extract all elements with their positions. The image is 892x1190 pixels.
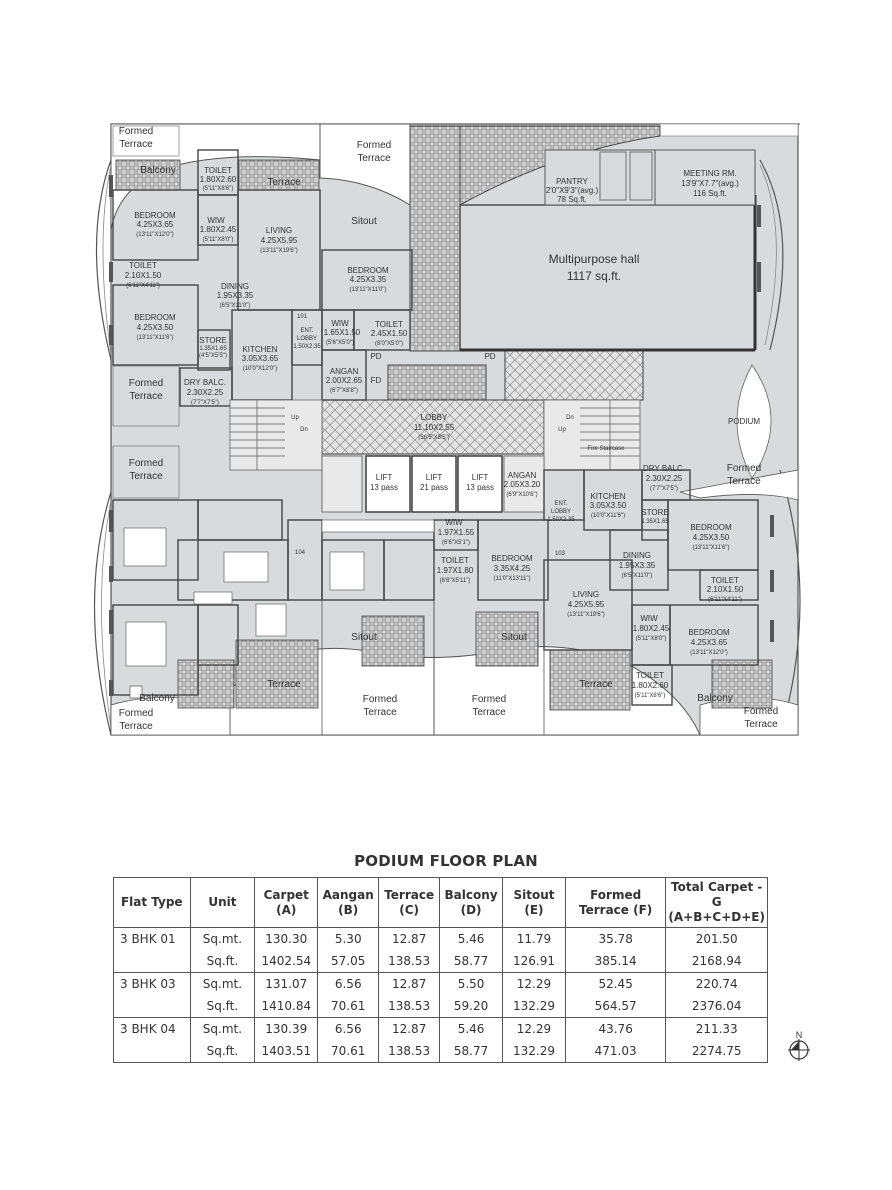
svg-text:1117 sq.ft.: 1117 sq.ft. <box>566 269 622 283</box>
svg-text:1.35X1.65: 1.35X1.65 <box>641 519 669 525</box>
col-total-carpet: Total Carpet - G (A+B+C+D+E) <box>666 878 768 928</box>
svg-text:21 pass: 21 pass <box>419 483 449 492</box>
svg-text:KITCHEN: KITCHEN <box>590 492 626 501</box>
svg-text:PANTRY: PANTRY <box>556 177 588 186</box>
svg-text:BEDROOM: BEDROOM <box>347 266 389 275</box>
svg-text:1.35X1.65: 1.35X1.65 <box>199 346 227 352</box>
svg-text:(13'11"X19'6"): (13'11"X19'6") <box>567 612 605 618</box>
table-header-row <box>114 878 768 928</box>
svg-text:11.10X2.55: 11.10X2.55 <box>413 423 455 432</box>
svg-text:BEDROOM: BEDROOM <box>690 523 732 532</box>
svg-text:4.25X5.95: 4.25X5.95 <box>260 236 298 245</box>
table-cell-a: 131.07 <box>255 973 318 996</box>
svg-text:Sitout: Sitout <box>351 632 377 643</box>
svg-text:3.05X3.50: 3.05X3.50 <box>589 501 627 510</box>
table-cell-b: 70.61 <box>318 1040 379 1063</box>
svg-text:PD: PD <box>484 352 496 361</box>
svg-text:FD: FD <box>370 376 382 385</box>
table-cell-e: 11.79 <box>503 928 566 951</box>
svg-text:STORE: STORE <box>199 336 227 345</box>
svg-text:Terrace: Terrace <box>363 707 397 718</box>
table-cell-unit: Sq.ft. <box>190 950 255 973</box>
svg-text:DRY BALC.: DRY BALC. <box>643 464 685 473</box>
table-row <box>114 1040 768 1063</box>
svg-text:(13'11"X11'0"): (13'11"X11'0") <box>349 287 387 293</box>
table-cell-g: 2274.75 <box>666 1040 768 1063</box>
svg-text:DINING: DINING <box>221 282 249 291</box>
label-sitout: Sitout <box>351 216 377 227</box>
svg-text:1.50X2.35: 1.50X2.35 <box>293 344 321 350</box>
table-cell-e: 132.29 <box>503 995 566 1018</box>
svg-text:(7'7"X7'5"): (7'7"X7'5") <box>191 400 219 406</box>
svg-text:13 pass: 13 pass <box>465 483 495 492</box>
table-row <box>114 928 768 951</box>
svg-text:13'9"X7.7"(avg.): 13'9"X7.7"(avg.) <box>681 179 739 188</box>
svg-text:BEDROOM: BEDROOM <box>688 628 730 637</box>
svg-text:Terrace: Terrace <box>129 391 163 402</box>
svg-text:2.10X1.50: 2.10X1.50 <box>706 585 744 594</box>
svg-text:Dn: Dn <box>300 427 308 433</box>
table-cell-flat <box>114 995 191 1018</box>
svg-text:1.95X3.35: 1.95X3.35 <box>618 561 656 570</box>
svg-text:KITCHEN: KITCHEN <box>242 345 278 354</box>
svg-text:1.97X1.80: 1.97X1.80 <box>436 566 474 575</box>
table-cell-f: 43.76 <box>565 1018 666 1041</box>
svg-text:4.25X3.65: 4.25X3.65 <box>136 220 174 229</box>
svg-text:3.05X3.65: 3.05X3.65 <box>241 354 279 363</box>
svg-text:(5'11"X8'6"): (5'11"X8'6") <box>202 186 234 192</box>
svg-text:LIFT: LIFT <box>425 473 443 482</box>
svg-text:(13'11"X12'0"): (13'11"X12'0") <box>136 232 174 238</box>
table-cell-g: 201.50 <box>666 928 768 951</box>
table-cell-d: 5.46 <box>440 1018 503 1041</box>
svg-text:WIW: WIW <box>640 614 658 623</box>
svg-text:(13'11"X11'6"): (13'11"X11'6") <box>692 545 730 551</box>
svg-text:2.10X1.50: 2.10X1.50 <box>124 271 162 280</box>
col-aangan: Aangan (B) <box>318 878 379 928</box>
svg-text:2'0"X9'3"(avg.): 2'0"X9'3"(avg.) <box>545 186 599 195</box>
svg-text:104: 104 <box>294 550 306 556</box>
svg-text:LOBBY: LOBBY <box>296 336 318 342</box>
table-cell-flat: 3 BHK 03 <box>114 973 191 996</box>
table-cell-b: 5.30 <box>318 928 379 951</box>
svg-text:PD: PD <box>370 352 382 361</box>
table-cell-c: 12.87 <box>379 1018 440 1041</box>
svg-text:Up: Up <box>558 427 566 433</box>
svg-text:LOBBY: LOBBY <box>420 413 448 422</box>
svg-text:LOBBY: LOBBY <box>550 509 572 515</box>
svg-text:Terrace: Terrace <box>727 476 761 487</box>
table-cell-a: 130.30 <box>255 928 318 951</box>
col-sitout: Sitout (E) <box>503 878 566 928</box>
svg-text:Terrace: Terrace <box>119 721 153 732</box>
col-formed-terrace: Formed Terrace (F) <box>565 878 666 928</box>
svg-text:78 Sq.ft.: 78 Sq.ft. <box>557 195 587 204</box>
svg-text:1.65X1.50: 1.65X1.50 <box>323 328 361 337</box>
table-cell-a: 1410.84 <box>255 995 318 1018</box>
svg-text:LIFT: LIFT <box>471 473 489 482</box>
svg-text:4.25X5.95: 4.25X5.95 <box>567 600 605 609</box>
svg-text:Terrace: Terrace <box>119 139 153 150</box>
table-cell-d: 5.50 <box>440 973 503 996</box>
svg-text:(10'0"X11'6"): (10'0"X11'6") <box>590 513 626 519</box>
svg-text:TOILET: TOILET <box>636 671 664 680</box>
table-cell-unit: Sq.ft. <box>190 995 255 1018</box>
svg-text:LIVING: LIVING <box>265 226 293 235</box>
svg-text:TOILET: TOILET <box>129 261 157 270</box>
svg-text:(6'6"X5'11"): (6'6"X5'11") <box>439 578 471 584</box>
table-cell-e: 12.29 <box>503 973 566 996</box>
label-multipurpose-hall: Multipurpose hall <box>548 252 640 266</box>
svg-text:116 Sq.ft.: 116 Sq.ft. <box>693 189 727 198</box>
table-cell-unit: Sq.ft. <box>190 1040 255 1063</box>
table-cell-b: 6.56 <box>318 973 379 996</box>
table-cell-flat: 3 BHK 04 <box>114 1018 191 1041</box>
svg-text:Terrace: Terrace <box>579 679 613 690</box>
svg-text:(10'0"X12'0"): (10'0"X12'0") <box>242 366 278 372</box>
svg-text:(6'9"X10'6"): (6'9"X10'6") <box>506 492 538 498</box>
table-cell-g: 220.74 <box>666 973 768 996</box>
svg-text:4.25X3.50: 4.25X3.50 <box>136 323 174 332</box>
svg-text:1.50X2.35: 1.50X2.35 <box>547 517 575 523</box>
table-row <box>114 995 768 1018</box>
svg-text:N: N <box>795 1030 803 1040</box>
svg-text:BEDROOM: BEDROOM <box>134 313 176 322</box>
svg-text:1.97X1.55: 1.97X1.55 <box>437 528 475 537</box>
table-row <box>114 950 768 973</box>
table-cell-flat <box>114 950 191 973</box>
table-cell-flat <box>114 1040 191 1063</box>
svg-text:(6'5"X11'0"): (6'5"X11'0") <box>219 303 251 309</box>
svg-text:13 pass: 13 pass <box>369 483 399 492</box>
svg-text:1.80X2.45: 1.80X2.45 <box>199 225 237 234</box>
col-balcony: Balcony (D) <box>440 878 503 928</box>
svg-text:Formed: Formed <box>362 694 398 705</box>
svg-text:Dn: Dn <box>566 415 574 421</box>
svg-text:3.35X4.25: 3.35X4.25 <box>493 564 531 573</box>
svg-text:PODIUM: PODIUM <box>728 417 760 426</box>
label-balcony: Balcony <box>140 165 176 176</box>
svg-text:(6'11"X4'11"): (6'11"X4'11") <box>126 283 160 289</box>
table-cell-a: 130.39 <box>255 1018 318 1041</box>
svg-text:Balcony: Balcony <box>697 693 733 704</box>
svg-text:(6'11"X4'11"): (6'11"X4'11") <box>708 597 742 603</box>
col-unit: Unit <box>190 878 255 928</box>
svg-text:Formed: Formed <box>118 708 154 719</box>
north-compass-icon <box>786 1030 814 1062</box>
label-formed-terrace: Formed <box>118 126 154 137</box>
table-cell-a: 1403.51 <box>255 1040 318 1063</box>
svg-text:(5'11"X8'6"): (5'11"X8'6") <box>634 693 666 699</box>
svg-text:4.25X3.65: 4.25X3.65 <box>690 638 728 647</box>
svg-text:2.45X1.50: 2.45X1.50 <box>370 329 408 338</box>
table-cell-e: 12.29 <box>503 1018 566 1041</box>
svg-text:Terrace: Terrace <box>744 719 778 730</box>
svg-text:TOILET: TOILET <box>441 556 469 565</box>
svg-text:BEDROOM: BEDROOM <box>134 211 176 220</box>
svg-text:(13'11"X19'6"): (13'11"X19'6") <box>260 248 298 254</box>
svg-text:1.80X2.60: 1.80X2.60 <box>631 681 669 690</box>
svg-text:(6'5"X11'0"): (6'5"X11'0") <box>621 573 653 579</box>
table-cell-d: 59.20 <box>440 995 503 1018</box>
svg-text:2.00X2.65: 2.00X2.65 <box>325 376 363 385</box>
svg-text:LIFT: LIFT <box>375 473 393 482</box>
table-cell-f: 35.78 <box>565 928 666 951</box>
table-cell-b: 57.05 <box>318 950 379 973</box>
svg-text:ENT.: ENT. <box>554 501 568 507</box>
table-cell-c: 138.53 <box>379 1040 440 1063</box>
table-cell-b: 6.56 <box>318 1018 379 1041</box>
table-cell-d: 58.77 <box>440 1040 503 1063</box>
svg-text:Terrace: Terrace <box>357 153 391 164</box>
table-cell-c: 138.53 <box>379 995 440 1018</box>
svg-text:(13'11"X11'6"): (13'11"X11'6") <box>136 335 174 341</box>
svg-text:Terrace: Terrace <box>267 679 301 690</box>
svg-text:Balcony: Balcony <box>139 693 175 704</box>
svg-text:ENT.: ENT. <box>300 328 314 334</box>
svg-text:Formed: Formed <box>726 463 762 474</box>
svg-text:(6'6"X5'1"): (6'6"X5'1") <box>442 540 470 546</box>
svg-text:(4'5"X5'5"): (4'5"X5'5") <box>199 353 227 359</box>
area-statement-table <box>113 877 768 1063</box>
svg-text:WIW: WIW <box>207 216 225 225</box>
table-cell-a: 1402.54 <box>255 950 318 973</box>
svg-text:STORE: STORE <box>641 508 669 517</box>
svg-text:DRY BALC.: DRY BALC. <box>184 378 226 387</box>
svg-text:Formed: Formed <box>128 458 164 469</box>
table-cell-e: 132.29 <box>503 1040 566 1063</box>
svg-text:MEETING RM.: MEETING RM. <box>683 169 737 178</box>
svg-text:4.25X3.50: 4.25X3.50 <box>692 533 730 542</box>
svg-text:(5'11"X8'0"): (5'11"X8'0") <box>202 237 234 243</box>
svg-text:Formed: Formed <box>356 140 392 151</box>
svg-text:Terrace: Terrace <box>472 707 506 718</box>
table-cell-d: 5.46 <box>440 928 503 951</box>
svg-text:(11'0"X13'11"): (11'0"X13'11") <box>493 576 531 582</box>
table-cell-g: 2376.04 <box>666 995 768 1018</box>
table-cell-g: 211.33 <box>666 1018 768 1041</box>
svg-text:1.95X3.35: 1.95X3.35 <box>216 291 254 300</box>
svg-text:(13'11"X12'0"): (13'11"X12'0") <box>690 650 728 656</box>
svg-text:WIW: WIW <box>445 518 463 527</box>
svg-text:Formed: Formed <box>471 694 507 705</box>
table-cell-e: 126.91 <box>503 950 566 973</box>
svg-text:TOILET: TOILET <box>711 576 739 585</box>
svg-text:(5'6"X5'0"): (5'6"X5'0") <box>326 340 354 346</box>
svg-text:TOILET: TOILET <box>204 166 232 175</box>
table-cell-d: 58.77 <box>440 950 503 973</box>
svg-text:(5'11"X8'0"): (5'11"X8'0") <box>635 636 667 642</box>
svg-text:ANGAN: ANGAN <box>329 367 359 376</box>
svg-text:101: 101 <box>296 314 308 320</box>
table-cell-c: 12.87 <box>379 928 440 951</box>
svg-text:Up: Up <box>291 415 299 421</box>
svg-text:2.30X2.25: 2.30X2.25 <box>645 474 683 483</box>
table-cell-f: 564.57 <box>565 995 666 1018</box>
table-cell-f: 385.14 <box>565 950 666 973</box>
table-cell-b: 70.61 <box>318 995 379 1018</box>
table-cell-c: 138.53 <box>379 950 440 973</box>
staircase-left <box>230 400 322 470</box>
svg-text:1.80X2.60: 1.80X2.60 <box>199 175 237 184</box>
svg-text:(36'5"X8'5"): (36'5"X8'5") <box>418 435 450 441</box>
svg-text:Formed: Formed <box>128 378 164 389</box>
svg-text:BEDROOM: BEDROOM <box>491 554 533 563</box>
svg-text:103: 103 <box>554 551 566 557</box>
table-cell-f: 52.45 <box>565 973 666 996</box>
table-cell-unit: Sq.mt. <box>190 1018 255 1041</box>
svg-text:ANGAN: ANGAN <box>507 471 537 480</box>
svg-text:TOILET: TOILET <box>375 320 403 329</box>
table-row <box>114 1018 768 1041</box>
svg-text:(8'0"X5'0"): (8'0"X5'0") <box>375 341 403 347</box>
svg-text:LIVING: LIVING <box>572 590 600 599</box>
table-cell-flat: 3 BHK 01 <box>114 928 191 951</box>
table-cell-unit: Sq.mt. <box>190 973 255 996</box>
svg-text:DINING: DINING <box>623 551 651 560</box>
table-cell-unit: Sq.mt. <box>190 928 255 951</box>
svg-text:2.05X3.20: 2.05X3.20 <box>503 480 541 489</box>
svg-text:(7'7"X7'5"): (7'7"X7'5") <box>650 486 678 492</box>
svg-text:Fire Staircase: Fire Staircase <box>587 446 625 452</box>
svg-text:4.25X3.35: 4.25X3.35 <box>349 275 387 284</box>
svg-text:1.80X2.45: 1.80X2.45 <box>632 624 670 633</box>
svg-text:(6'7"X8'8"): (6'7"X8'8") <box>330 388 358 394</box>
table-row <box>114 973 768 996</box>
svg-text:Terrace: Terrace <box>129 471 163 482</box>
svg-text:2.30X2.25: 2.30X2.25 <box>186 388 224 397</box>
plan-title: PODIUM FLOOR PLAN <box>354 852 538 870</box>
label-terrace: Terrace <box>267 177 301 188</box>
table-cell-f: 471.03 <box>565 1040 666 1063</box>
table-cell-c: 12.87 <box>379 973 440 996</box>
staircase-right <box>544 400 640 470</box>
col-terrace: Terrace (C) <box>379 878 440 928</box>
svg-text:WIW: WIW <box>331 319 349 328</box>
svg-text:Sitout: Sitout <box>501 632 527 643</box>
table-cell-g: 2168.94 <box>666 950 768 973</box>
svg-text:Formed: Formed <box>743 706 779 717</box>
col-carpet: Carpet (A) <box>255 878 318 928</box>
col-flat-type: Flat Type <box>114 878 191 928</box>
